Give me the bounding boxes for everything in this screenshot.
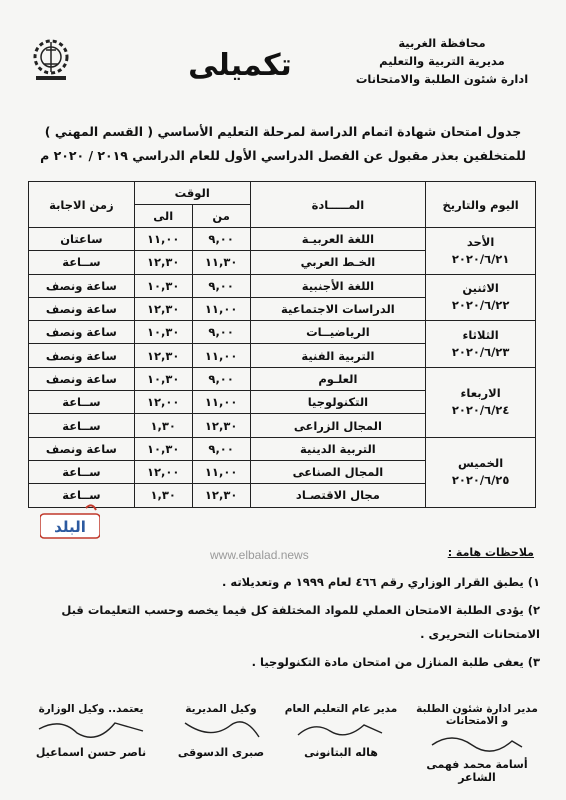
header-day-date: اليوم والتاريخ	[426, 182, 536, 228]
duration-cell: ساعتان	[29, 228, 135, 251]
to-cell: ١٠,٣٠	[134, 321, 192, 344]
subject-cell: المجال الصناعى	[250, 460, 426, 483]
to-cell: ١٢,٣٠	[134, 344, 192, 367]
day-cell: الخميس ٢٠٢٠/٦/٢٥	[426, 437, 536, 507]
subject-cell: الرياضيــات	[250, 321, 426, 344]
to-cell: ١١,٠٠	[134, 228, 192, 251]
duration-cell: ساعة ونصف	[29, 344, 135, 367]
from-cell: ٩,٠٠	[192, 274, 250, 297]
subject-cell: الدراسات الاجتماعية	[250, 297, 426, 320]
issuing-authority	[342, 34, 542, 88]
signature-role: يعتمد.. وكيل الوزارة	[38, 703, 144, 715]
schedule-subtitle-line2: للمتخلفين بعذر مقبول عن الفصل الدراسي الأول للعام الدراسي ٢٠١٩ / ٢٠٢٠ م	[40, 148, 526, 163]
signature-scribble-icon	[31, 715, 151, 743]
signature-role: وكيل المديرية	[185, 703, 257, 715]
to-cell: ١٢,٠٠	[134, 391, 192, 414]
to-cell: ١٠,٣٠	[134, 437, 192, 460]
signature-scribble-icon	[286, 715, 396, 743]
elbalad-logo	[40, 500, 100, 546]
department-label: ادارة شئون الطلبة والامتحانات	[355, 72, 529, 86]
from-cell: ١١,٠٠	[192, 344, 250, 367]
table-row	[29, 274, 536, 297]
signature-scribble-icon	[422, 727, 532, 755]
directorate-label: مديرية التربية والتعليم	[379, 54, 505, 68]
subject-cell: مجال الاقتصـاد	[250, 484, 426, 507]
table-row	[29, 437, 536, 460]
signature-student-affairs	[412, 703, 542, 784]
header-duration: زمن الاجابة	[29, 182, 135, 228]
subject-cell: التربية الدينية	[250, 437, 426, 460]
from-cell: ١٢,٣٠	[192, 484, 250, 507]
from-cell: ٩,٠٠	[192, 228, 250, 251]
notes-title: ملاحظات هامة :	[447, 546, 534, 559]
to-cell: ١٠,٣٠	[134, 274, 192, 297]
signature-deputy-ministry	[26, 703, 156, 759]
svg-text:البلد: البلد	[54, 518, 86, 536]
from-cell: ٩,٠٠	[192, 437, 250, 460]
day-cell: الأحد ٢٠٢٠/٦/٢١	[426, 228, 536, 275]
table-row	[29, 321, 536, 344]
subject-cell: اللغة الأجنبية	[250, 274, 426, 297]
signature-name: صبرى الدسوقى	[177, 746, 265, 759]
signature-scribble-icon	[171, 715, 271, 743]
subject-cell: المجال الزراعى	[250, 414, 426, 437]
from-cell: ١١,٠٠	[192, 391, 250, 414]
header-subject: المـــــادة	[250, 182, 426, 228]
day-cell: الثلاثاء ٢٠٢٠/٦/٢٣	[426, 321, 536, 368]
from-cell: ٩,٠٠	[192, 367, 250, 390]
subject-cell: العلـوم	[250, 367, 426, 390]
to-cell: ١٢,٠٠	[134, 460, 192, 483]
header-to: الى	[134, 205, 192, 228]
subject-cell: التكنولوجيا	[250, 391, 426, 414]
from-cell: ١٢,٣٠	[192, 414, 250, 437]
duration-cell: ساعة ونصف	[29, 297, 135, 320]
table-row	[29, 228, 536, 251]
day-cell: الاثنين ٢٠٢٠/٦/٢٢	[426, 274, 536, 321]
subject-cell: اللغة العربيـة	[250, 228, 426, 251]
duration-cell: ســاعة	[29, 484, 135, 507]
day-cell: الاربعاء ٢٠٢٠/٦/٢٤	[426, 367, 536, 437]
exam-schedule-table	[28, 181, 536, 508]
signature-name: هاله البتانونى	[304, 746, 378, 759]
note-item: الامتحانات التحريرى .	[420, 627, 540, 641]
directorate-emblem-icon	[28, 34, 74, 84]
to-cell: ١,٣٠	[134, 414, 192, 437]
duration-cell: ساعة ونصف	[29, 367, 135, 390]
header-time: الوقت	[134, 182, 250, 205]
to-cell: ١٢,٣٠	[134, 251, 192, 274]
from-cell: ٩,٠٠	[192, 321, 250, 344]
duration-cell: ســاعة	[29, 391, 135, 414]
duration-cell: ســاعة	[29, 414, 135, 437]
signature-name: ناصر حسن اسماعيل	[35, 746, 147, 759]
to-cell: ١,٣٠	[134, 484, 192, 507]
website-watermark: www.elbalad.news	[210, 548, 309, 562]
header-from: من	[192, 205, 250, 228]
note-item: ٢) يؤدى الطلبة الامتحان العملي للمواد المختلفة كل فيما يخصه وحسب التعليمات قبل	[61, 603, 540, 617]
from-cell: ١١,٠٠	[192, 460, 250, 483]
signature-deputy-directorate	[166, 703, 276, 759]
to-cell: ١٠,٣٠	[134, 367, 192, 390]
duration-cell: ســاعة	[29, 460, 135, 483]
signature-role: مدير عام التعليم العام	[284, 703, 398, 715]
signature-general-education	[276, 703, 406, 759]
note-item: ١) يطبق القرار الوزاري رقم ٤٦٦ لعام ١٩٩٩ م وتعديلاته .	[222, 575, 540, 589]
note-item: ٣) يعفى طلبة المنازل من امتحان مادة التكنولوجيا .	[251, 655, 540, 669]
signature-role: مدير ادارة شئون الطلبة و الامتحانات	[416, 703, 538, 727]
page-title: تكميلى	[188, 48, 292, 83]
duration-cell: ســاعة	[29, 251, 135, 274]
table-row	[29, 367, 536, 390]
subject-cell: التربية الفنية	[250, 344, 426, 367]
duration-cell: ساعة ونصف	[29, 437, 135, 460]
elbalad-logo-icon	[40, 500, 100, 546]
signature-name: أسامة محمد فهمى الشاعر	[426, 758, 528, 784]
schedule-subtitle-line1: جدول امتحان شهادة اتمام الدراسة لمرحلة التعليم الأساسي ( القسم المهني )	[44, 124, 522, 139]
duration-cell: ساعة ونصف	[29, 274, 135, 297]
subject-cell: الخـط العربي	[250, 251, 426, 274]
from-cell: ١١,٠٠	[192, 297, 250, 320]
governorate-label: محافظة الغربية	[398, 36, 486, 50]
to-cell: ١٢,٣٠	[134, 297, 192, 320]
from-cell: ١١,٣٠	[192, 251, 250, 274]
duration-cell: ساعة ونصف	[29, 321, 135, 344]
